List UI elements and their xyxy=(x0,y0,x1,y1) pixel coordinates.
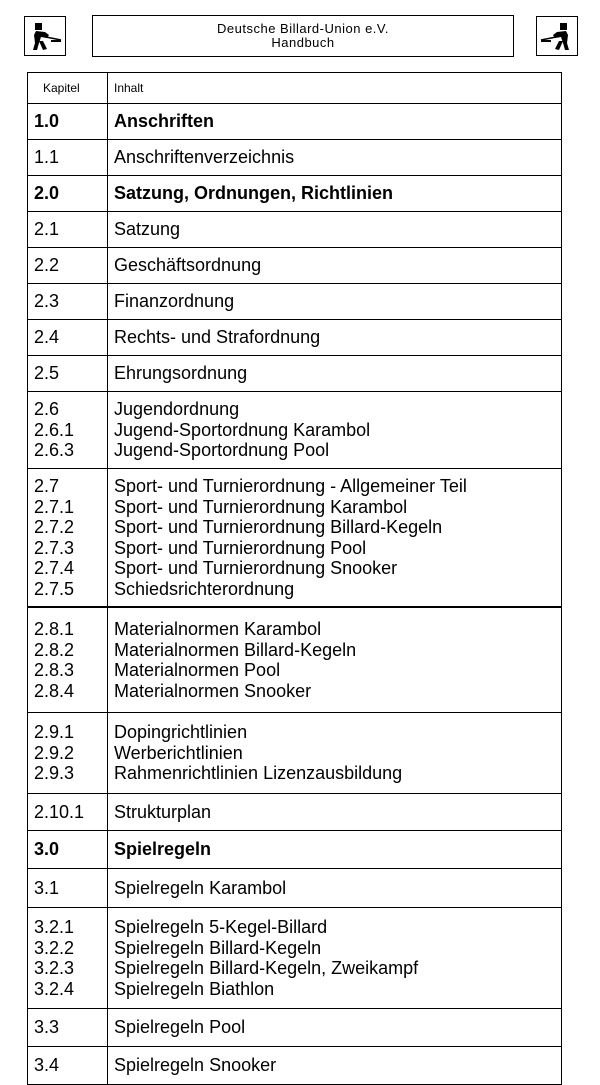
content-title-cell xyxy=(108,1047,562,1085)
table-row xyxy=(28,469,562,608)
chapter-number: 2.8.4 xyxy=(34,680,75,701)
chapter-number: 2.8.2 xyxy=(34,639,75,660)
content-title-cell xyxy=(108,212,562,248)
table-row xyxy=(28,1009,562,1047)
content-title-cell xyxy=(108,176,562,212)
section-title: Spielregeln Billard-Kegeln, Zweikampf xyxy=(114,958,419,978)
chapter-number-cell xyxy=(28,212,108,248)
table-row xyxy=(28,392,562,469)
section-title: Sport- und Turnierordnung Karambol xyxy=(114,496,408,517)
chapter-number: 1.0 xyxy=(34,111,60,132)
section-title: Jugend-Sportordnung Karambol xyxy=(114,419,371,440)
content-title-cell xyxy=(108,713,562,794)
content-title-cell xyxy=(108,104,562,140)
table-row xyxy=(28,794,562,831)
chapter-number: 2.4 xyxy=(34,327,60,348)
section-title: Spielregeln Billard-Kegeln xyxy=(114,937,322,958)
section-title: Schiedsrichterordnung xyxy=(114,578,295,599)
section-title: Rahmenrichtlinien Lizenzausbildung xyxy=(114,763,403,784)
chapter-number: 2.6 xyxy=(34,399,60,420)
chapter-number: 2.7.4 xyxy=(34,558,75,578)
section-title: Jugend-Sportordnung Pool xyxy=(114,440,330,461)
table-row xyxy=(28,248,562,284)
chapter-number: 2.10.1 xyxy=(34,801,85,822)
section-title: Spielregeln Karambol xyxy=(114,877,287,898)
chapter-number: 3.2.4 xyxy=(34,978,75,999)
chapter-number-cell xyxy=(28,469,108,608)
section-title: Anschriften xyxy=(114,111,215,132)
chapter-number-cell xyxy=(28,607,108,713)
content-title-cell xyxy=(108,1009,562,1047)
section-title: Geschäftsordnung xyxy=(114,255,262,276)
chapter-number-cell xyxy=(28,248,108,284)
chapter-number: 2.7.3 xyxy=(34,537,75,558)
chapter-number: 2.6.1 xyxy=(34,419,75,440)
chapter-number: 3.3 xyxy=(34,1017,60,1038)
chapter-number-cell xyxy=(28,140,108,176)
section-title: Spielregeln xyxy=(114,839,212,860)
section-title: Sport- und Turnierordnung Pool xyxy=(114,537,367,558)
section-title: Materialnormen Karambol xyxy=(114,619,322,639)
content-title-cell xyxy=(108,284,562,320)
section-title: Finanzordnung xyxy=(114,291,235,312)
table-header-row xyxy=(28,73,562,104)
content-title-cell xyxy=(108,140,562,176)
section-title: Satzung, Ordnungen, Richtlinien xyxy=(114,183,393,204)
chapter-number: 3.2.1 xyxy=(34,917,75,937)
table-row xyxy=(28,869,562,908)
logo-right xyxy=(536,16,578,56)
content-title-cell xyxy=(108,248,562,284)
content-title-cell xyxy=(108,869,562,908)
chapter-number-cell xyxy=(28,1047,108,1085)
content-title-cell xyxy=(108,607,562,713)
chapter-number-cell xyxy=(28,320,108,356)
chapter-number-cell xyxy=(28,831,108,869)
table-row xyxy=(28,607,562,713)
content-title-cell xyxy=(108,831,562,869)
logo-left xyxy=(24,16,66,56)
table-row xyxy=(28,212,562,248)
chapter-number: 2.2 xyxy=(34,255,60,276)
table-row xyxy=(28,140,562,176)
chapter-number-cell xyxy=(28,104,108,140)
chapter-number: 2.8.3 xyxy=(34,660,75,680)
chapter-number: 2.0 xyxy=(34,183,60,204)
document-title: Handbuch xyxy=(271,35,335,50)
table-row xyxy=(28,713,562,794)
table-row xyxy=(28,908,562,1009)
chapter-row xyxy=(28,104,562,140)
content-title-cell xyxy=(108,356,562,392)
chapter-number: 3.2.2 xyxy=(34,937,75,958)
chapter-number: 2.3 xyxy=(34,291,60,312)
content-title-cell xyxy=(108,392,562,469)
chapter-number: 2.5 xyxy=(34,363,60,384)
chapter-number: 2.7.2 xyxy=(34,517,75,537)
chapter-number: 2.7 xyxy=(34,476,60,496)
chapter-number-cell xyxy=(28,713,108,794)
column-header-chapter: Kapitel xyxy=(28,73,108,104)
content-title-cell xyxy=(108,794,562,831)
section-title: Spielregeln Biathlon xyxy=(114,978,275,999)
chapter-number-cell xyxy=(28,794,108,831)
chapter-number: 2.9.1 xyxy=(34,722,75,743)
section-title: Rechts- und Strafordnung xyxy=(114,327,321,348)
section-title: Materialnormen Billard-Kegeln xyxy=(114,639,357,660)
section-title: Dopingrichtlinien xyxy=(114,722,248,743)
chapter-number: 3.2.3 xyxy=(34,958,75,978)
chapter-number: 2.8.1 xyxy=(34,619,75,639)
chapter-number: 2.9.2 xyxy=(34,742,75,763)
chapter-number: 1.1 xyxy=(34,147,60,168)
section-title: Spielregeln Pool xyxy=(114,1017,246,1038)
chapter-number-cell xyxy=(28,356,108,392)
section-title: Jugendordnung xyxy=(114,399,240,420)
chapter-number: 2.1 xyxy=(34,219,60,240)
table-of-contents xyxy=(27,72,562,1085)
chapter-number: 2.7.1 xyxy=(34,496,75,517)
section-title: Sport- und Turnierordnung Billard-Kegeln xyxy=(114,517,443,537)
column-header-content: Inhalt xyxy=(108,73,562,104)
content-title-cell xyxy=(108,320,562,356)
section-title: Ehrungsordnung xyxy=(114,363,248,384)
chapter-row xyxy=(28,176,562,212)
chapter-number-cell xyxy=(28,176,108,212)
chapter-number-cell xyxy=(28,392,108,469)
section-title: Strukturplan xyxy=(114,801,212,822)
content-title-cell xyxy=(108,908,562,1009)
section-title: Materialnormen Snooker xyxy=(114,680,312,701)
chapter-number: 3.4 xyxy=(34,1055,60,1076)
billiard-player-icon xyxy=(539,19,575,53)
document-header xyxy=(92,15,514,57)
section-title: Satzung xyxy=(114,219,181,240)
section-title: Sport- und Turnierordnung Snooker xyxy=(114,558,398,578)
table-row xyxy=(28,356,562,392)
table-row xyxy=(28,284,562,320)
section-title: Werberichtlinien xyxy=(114,742,243,763)
section-title: Sport- und Turnierordnung - Allgemeiner Teil xyxy=(114,476,467,496)
section-title: Spielregeln Snooker xyxy=(114,1055,277,1076)
chapter-number-cell xyxy=(28,869,108,908)
section-title: Materialnormen Pool xyxy=(114,660,281,680)
content-title-cell xyxy=(108,469,562,608)
table-body xyxy=(28,104,562,1085)
chapter-number: 3.1 xyxy=(34,877,60,898)
chapter-row xyxy=(28,831,562,869)
chapter-number-cell xyxy=(28,284,108,320)
chapter-number-cell xyxy=(28,1009,108,1047)
section-title: Anschriftenverzeichnis xyxy=(114,147,295,168)
chapter-number-cell xyxy=(28,908,108,1009)
table-row xyxy=(28,1047,562,1085)
billiard-player-icon xyxy=(27,19,63,53)
table-row xyxy=(28,320,562,356)
chapter-number: 2.7.5 xyxy=(34,578,75,599)
chapter-number: 3.0 xyxy=(34,839,60,860)
section-title: Spielregeln 5-Kegel-Billard xyxy=(114,917,328,937)
chapter-number: 2.6.3 xyxy=(34,440,75,461)
organization-name: Deutsche Billard-Union e.V. xyxy=(217,21,389,36)
chapter-number: 2.9.3 xyxy=(34,763,75,784)
